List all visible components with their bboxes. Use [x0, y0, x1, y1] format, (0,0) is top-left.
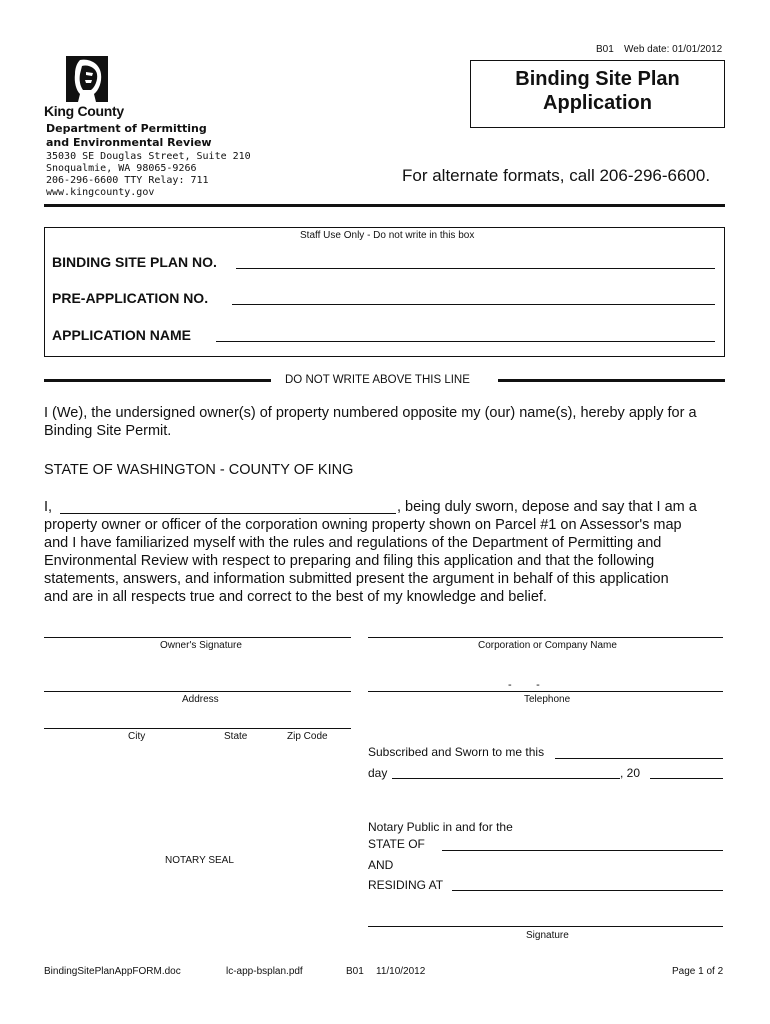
day-line[interactable]	[392, 778, 620, 779]
bsp-number-field[interactable]	[236, 253, 715, 269]
state-label: State	[224, 731, 248, 742]
footer-page: Page 1 of 2	[672, 966, 724, 977]
intro-line-1: I (We), the undersigned owner(s) of property numbered opposite my (our) name(s), hereby apply for a	[44, 405, 697, 421]
residing-at-label: RESIDING AT	[368, 878, 444, 892]
divider-right	[498, 379, 725, 382]
oath-line-3: and I have familiarized myself with the rules and regulations of the Department of Permitting and	[44, 535, 662, 551]
state-county-line: STATE OF WASHINGTON - COUNTY OF KING	[44, 462, 354, 478]
telephone-line[interactable]	[368, 691, 723, 692]
pre-application-label: PRE-APPLICATION NO.	[52, 290, 209, 306]
address-line[interactable]	[44, 691, 351, 692]
notary-seal-label: NOTARY SEAL	[165, 855, 234, 866]
web-date: Web date: 01/01/2012	[624, 44, 723, 55]
telephone-label: Telephone	[524, 694, 571, 705]
notary-public-label: Notary Public in and for the	[368, 820, 513, 834]
department-name-2: and Environmental Review	[46, 136, 212, 149]
oath-line-5: statements, answers, and information submitted present the argument in behalf of this application	[44, 571, 669, 587]
notary-state-label: STATE OF	[368, 837, 425, 851]
application-name-field[interactable]	[216, 326, 715, 342]
header-rule	[44, 204, 725, 207]
notary-and-label: AND	[368, 858, 394, 872]
king-county-wordmark: King County	[44, 103, 124, 119]
city-state-zip-line[interactable]	[44, 728, 351, 729]
corporation-name-line[interactable]	[368, 637, 723, 638]
phone-dashes: - -	[508, 679, 540, 691]
city-label: City	[128, 731, 146, 742]
bsp-number-label: BINDING SITE PLAN NO.	[52, 254, 217, 270]
king-county-logo	[66, 56, 108, 102]
owner-signature-label: Owner's Signature	[160, 640, 242, 651]
notary-signature-label: Signature	[526, 930, 569, 941]
year-prefix: , 20	[620, 766, 641, 780]
address-line-2: Snoqualmie, WA 98065-9266	[46, 163, 197, 174]
year-line[interactable]	[650, 778, 723, 779]
notary-state-line[interactable]	[442, 850, 723, 851]
title-line-1: Binding Site Plan	[515, 68, 680, 90]
divider-left	[44, 379, 271, 382]
footer-pdf-name: lc-app-bsplan.pdf	[226, 966, 303, 977]
oath-line-4: Environmental Review with respect to preparing and filing this application and that the following	[44, 553, 655, 569]
oath-name-field[interactable]	[60, 498, 396, 514]
oath-line-2: property owner or officer of the corporation owning property shown on Parcel #1 on Assessor's map	[44, 517, 682, 533]
title-line-2: Application	[543, 92, 652, 114]
subscribed-label: Subscribed and Sworn to me this	[368, 745, 545, 759]
footer-doc-name: BindingSitePlanAppFORM.doc	[44, 966, 181, 977]
oath-line-6: and are in all respects true and correct to the best of my knowledge and belief.	[44, 589, 547, 605]
residing-at-line[interactable]	[452, 890, 723, 891]
address-line-1: 35030 SE Douglas Street, Suite 210	[46, 151, 251, 162]
form-code: B01	[596, 44, 614, 55]
zip-label: Zip Code	[287, 731, 328, 742]
oath-prefix: I,	[44, 499, 53, 515]
owner-signature-line[interactable]	[44, 637, 351, 638]
pre-application-field[interactable]	[232, 289, 715, 305]
day-label: day	[368, 766, 388, 780]
phone-line: 206-296-6600 TTY Relay: 711	[46, 175, 209, 186]
alt-formats: For alternate formats, call 206-296-6600.	[402, 166, 711, 185]
department-name-1: Department of Permitting	[46, 122, 207, 135]
subscribed-line[interactable]	[555, 758, 723, 759]
corporation-name-label: Corporation or Company Name	[478, 640, 617, 651]
intro-line-2: Binding Site Permit.	[44, 423, 172, 439]
oath-suffix: , being duly sworn, depose and say that I am a	[397, 499, 697, 515]
website[interactable]: www.kingcounty.gov	[46, 187, 155, 198]
application-name-label: APPLICATION NAME	[52, 327, 191, 343]
notary-signature-line[interactable]	[368, 926, 723, 927]
footer-date: 11/10/2012	[376, 966, 426, 977]
divider-text: DO NOT WRITE ABOVE THIS LINE	[285, 374, 470, 386]
title-box	[470, 60, 725, 128]
staff-use-note: Staff Use Only - Do not write in this box	[300, 230, 475, 241]
address-label: Address	[182, 694, 219, 705]
footer-code: B01	[346, 966, 364, 977]
